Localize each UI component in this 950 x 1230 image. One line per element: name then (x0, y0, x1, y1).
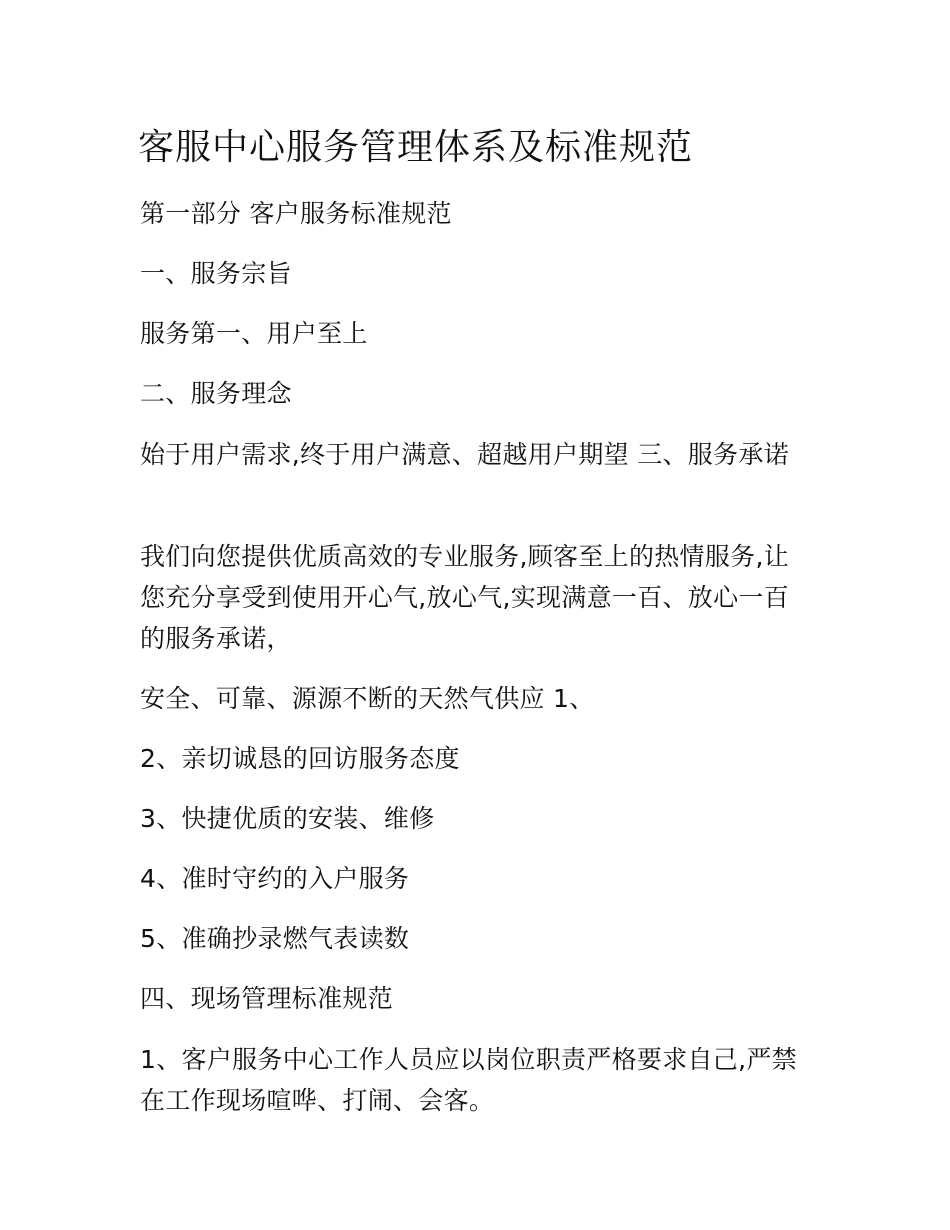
paragraph: 3、快捷优质的安装、维修 (140, 804, 435, 833)
paragraph: 4、准时守约的入户服务 (140, 864, 410, 893)
paragraph: 5、准确抄录燃气表读数 (140, 924, 410, 953)
paragraph: 服务第一、用户至上 (140, 319, 368, 348)
paragraph: 2、亲切诚恳的回访服务态度 (140, 744, 460, 773)
paragraph: 1、客户服务中心工作人员应以岗位职责严格要求自己,严禁在工作现场喧哗、打闹、会客。 (140, 1045, 797, 1115)
paragraph: 一、服务宗旨 (140, 259, 292, 288)
paragraph: 始于用户需求,终于用户满意、超越用户期望 三、服务承诺 (140, 440, 789, 469)
paragraph: 我们向您提供优质高效的专业服务,顾客至上的热情服务,让您充分享受到使用开心气,放心气,实现满意一百、放心一百的服务承诺， (140, 542, 789, 653)
paragraph: 二、服务理念 (140, 379, 292, 408)
document-title: 客服中心服务管理体系及标准规范 (138, 127, 694, 168)
section-heading: 第一部分 客户服务标准规范 (140, 199, 452, 228)
paragraph: 安全、可靠、源源不断的天然气供应 1、 (140, 684, 595, 713)
paragraph: 四、现场管理标准规范 (140, 984, 394, 1013)
